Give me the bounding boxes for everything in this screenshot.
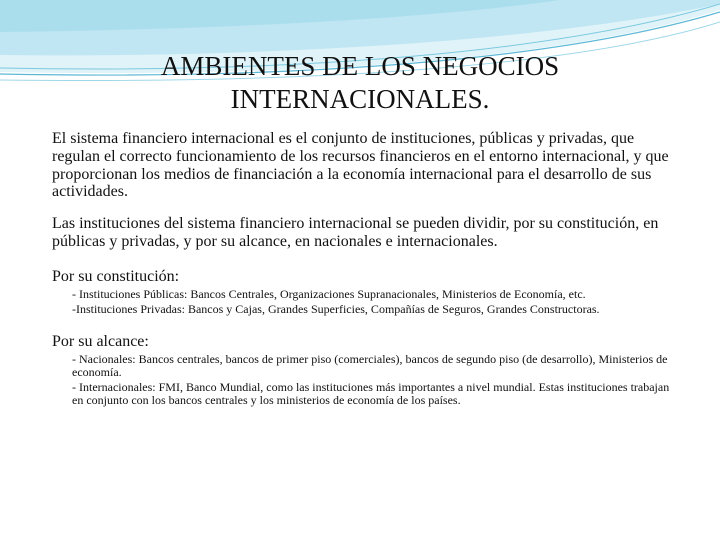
scope-item-national: - Nacionales: Bancos centrales, bancos de primer piso (comerciales), bancos de segundo piso (de desarrollo), Ministerios de economía. — [72, 351, 668, 379]
scope-heading: Por su alcance: — [52, 332, 149, 350]
constitution-item-public: - Instituciones Públicas: Bancos Centrales, Organizaciones Supranacionales, Ministerios de Economía, etc. — [72, 286, 586, 301]
paragraph-classification: Las instituciones del sistema financiero internacional se pueden dividir, por su constitución, en públicas y privadas, y por su alcance, en nacionales e internacionales. — [52, 215, 659, 250]
constitution-heading: Por su constitución: — [52, 267, 180, 285]
scope-item-international: - Internacionales: FMI, Banco Mundial, como las instituciones más importantes a nivel mundial. Estas instituciones trabajan en conjunto con los bancos centrales y los ministerios de economía de los países. — [72, 379, 670, 407]
title-line-2: INTERNACIONALES. — [230, 84, 490, 114]
slide-title — [120, 50, 600, 116]
slide-body — [52, 130, 682, 407]
constitution-item-private: -Instituciones Privadas: Bancos y Cajas, Grandes Superficies, Compañías de Seguros, Grandes Constructoras. — [72, 301, 600, 316]
title-line-1: AMBIENTES DE LOS NEGOCIOS — [160, 51, 560, 81]
paragraph-definition: El sistema financiero internacional es el conjunto de instituciones, públicas y privadas, que regulan el correcto funcionamiento de los recursos financieros en el entorno internacional, y que proporcionan los medios de financiación a la economía internacional para el desarrollo de sus actividades. — [52, 130, 669, 201]
